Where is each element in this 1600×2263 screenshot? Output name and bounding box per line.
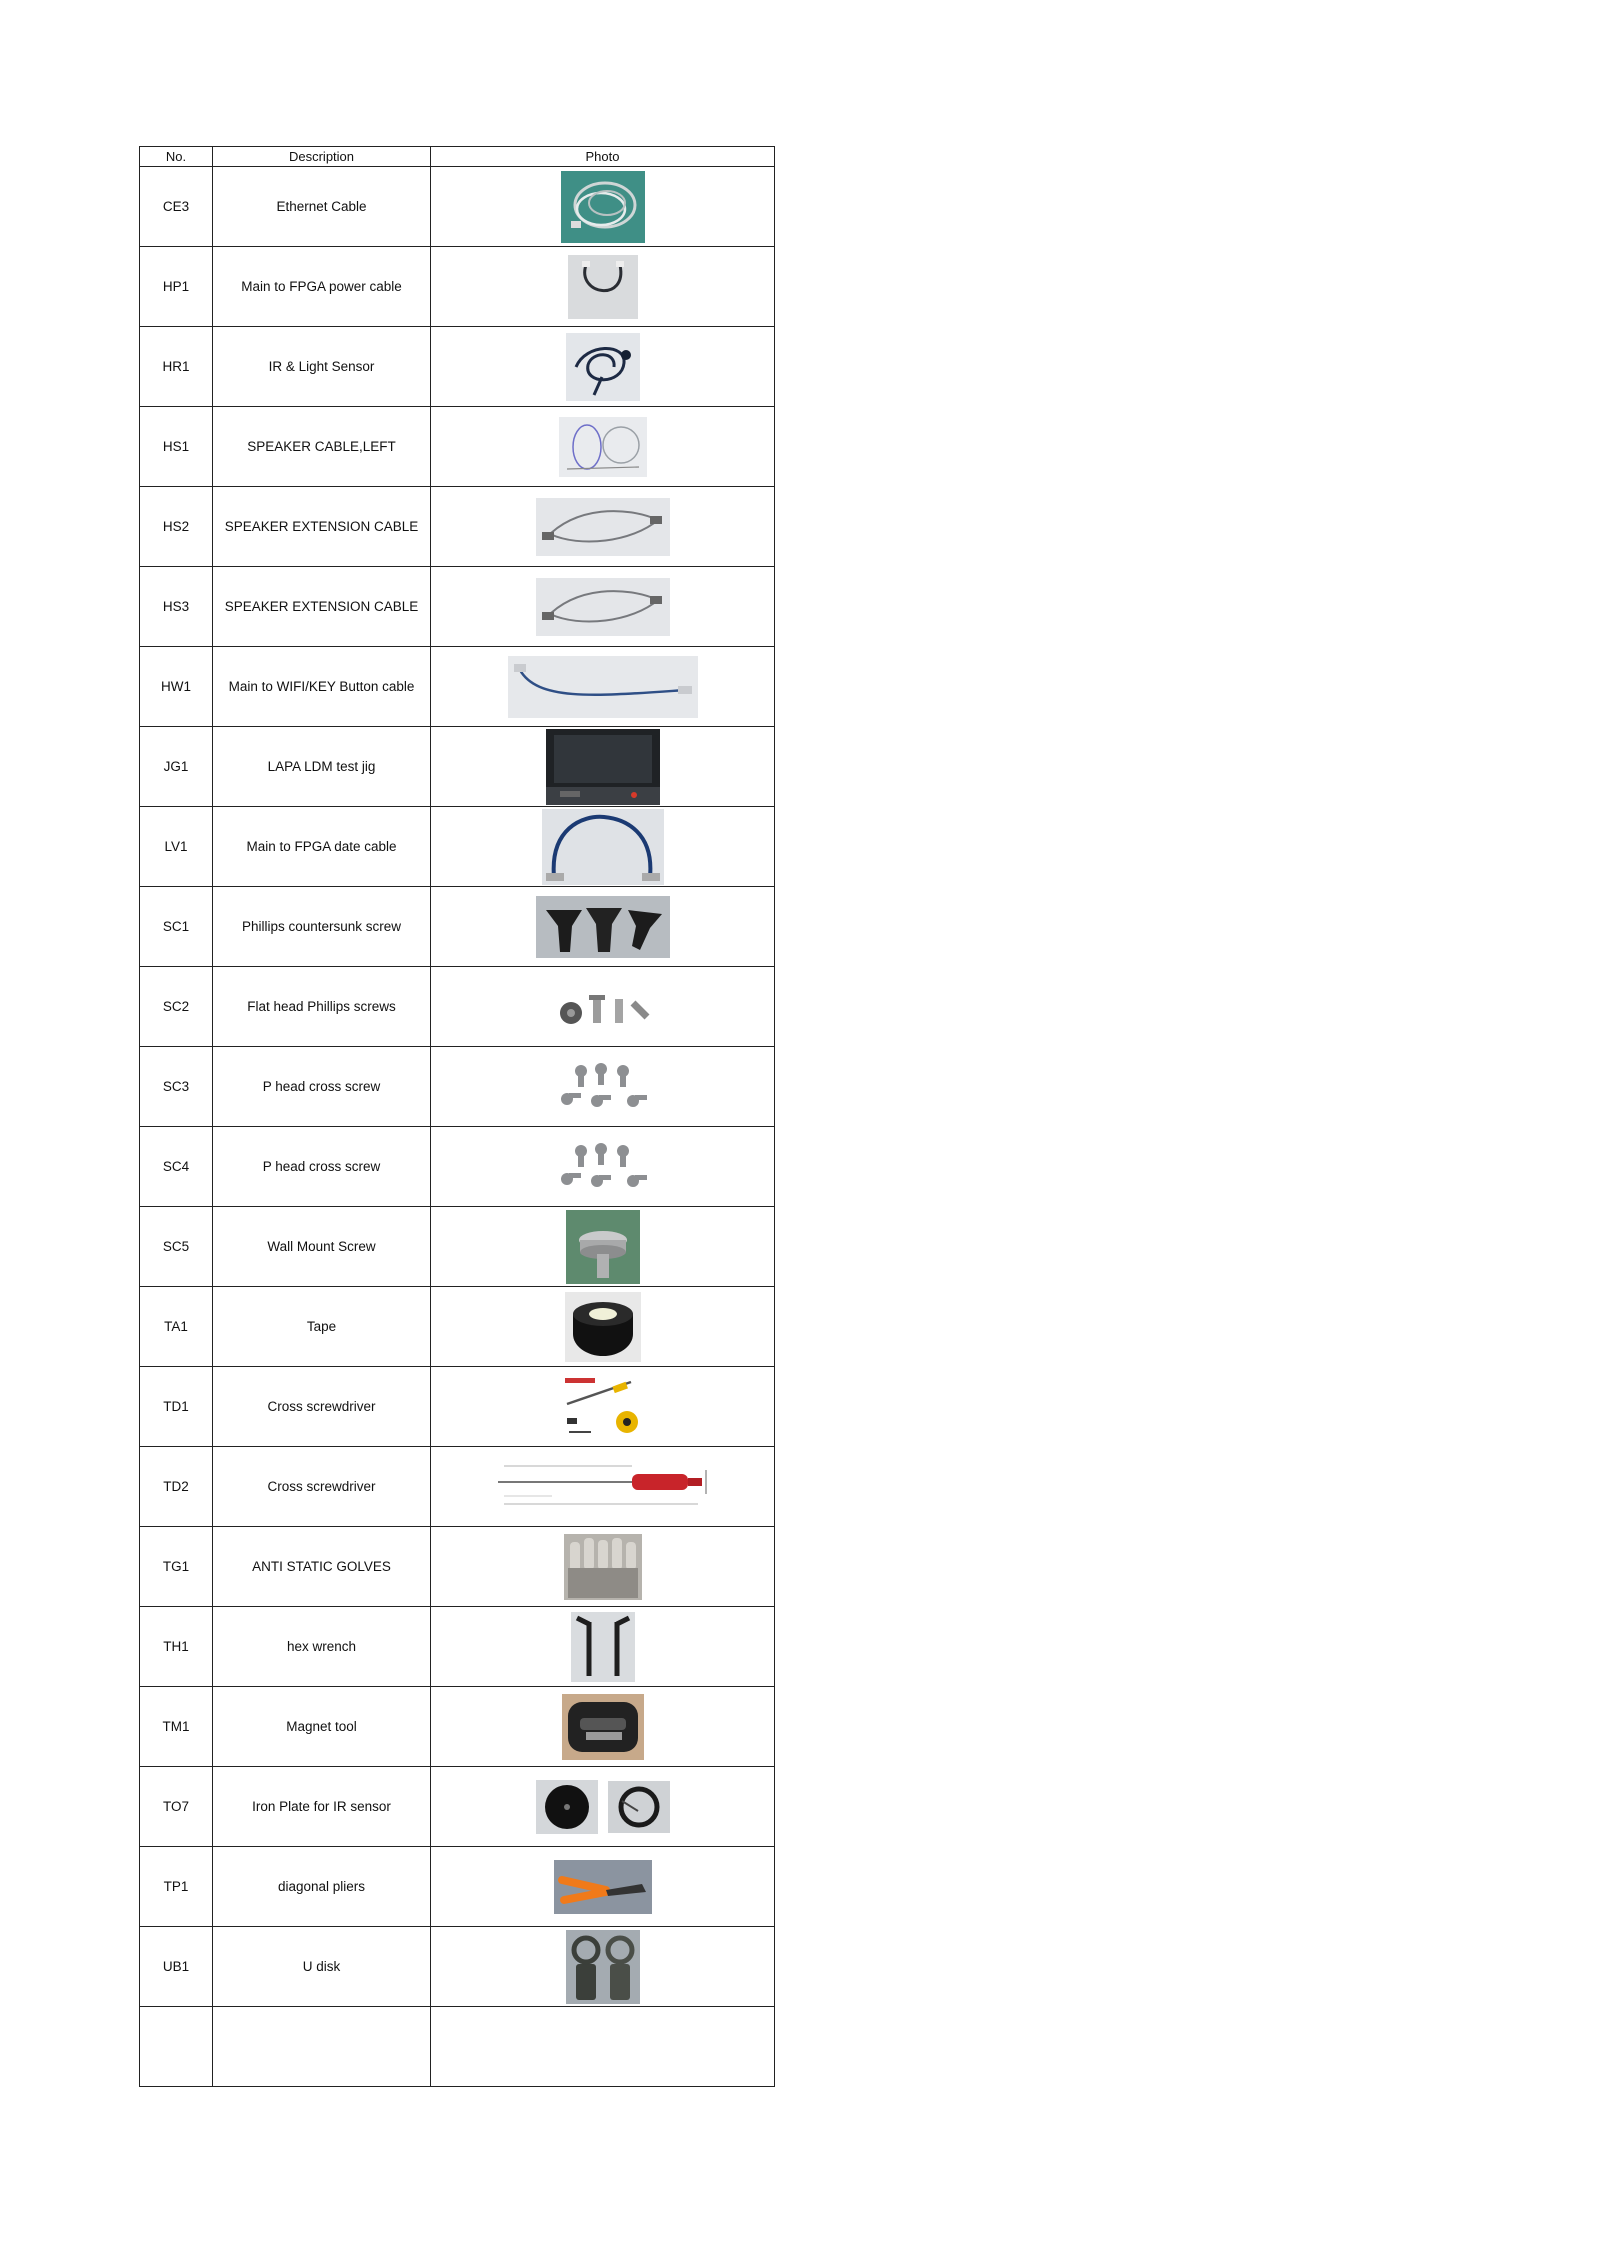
cell-photo [431, 327, 775, 407]
cell-description: P head cross screw [213, 1047, 431, 1127]
photo-container [431, 407, 774, 486]
table-row [140, 967, 775, 1047]
cell-description: Wall Mount Screw [213, 1207, 431, 1287]
cell-description: Cross screwdriver [213, 1367, 431, 1447]
hex-wrench-photo [571, 1612, 635, 1682]
cell-photo [431, 167, 775, 247]
cell-description: P head cross screw [213, 1127, 431, 1207]
table-body [140, 167, 775, 2087]
photo-container [431, 167, 774, 246]
photo-container [431, 1687, 774, 1766]
tape-photo [565, 1292, 641, 1362]
cell-description: Cross screwdriver [213, 1447, 431, 1527]
cell-no: HS1 [140, 407, 213, 487]
cell-no: UB1 [140, 1927, 213, 2007]
cell-photo [431, 1047, 775, 1127]
cell-no: LV1 [140, 807, 213, 887]
cell-no: TM1 [140, 1687, 213, 1767]
cell-photo [431, 407, 775, 487]
cell-no: SC4 [140, 1127, 213, 1207]
ethernet-cable-photo [561, 171, 645, 243]
table-row [140, 887, 775, 967]
table-row [140, 2007, 775, 2087]
cell-photo [431, 2007, 775, 2087]
cell-description: SPEAKER EXTENSION CABLE [213, 567, 431, 647]
screwdriver-set-photo [561, 1374, 645, 1440]
table-row [140, 247, 775, 327]
cell-description: SPEAKER CABLE,LEFT [213, 407, 431, 487]
cell-no [140, 2007, 213, 2087]
photo-container [431, 647, 774, 726]
cell-description: Magnet tool [213, 1687, 431, 1767]
header-description: Description [213, 147, 431, 167]
cell-no: TD2 [140, 1447, 213, 1527]
cell-photo [431, 487, 775, 567]
cell-photo [431, 727, 775, 807]
gloves-photo [564, 1534, 642, 1600]
cell-description: LAPA LDM test jig [213, 727, 431, 807]
ir-light-sensor-photo [566, 333, 640, 401]
photo-container [431, 247, 774, 326]
cell-photo [431, 1367, 775, 1447]
cell-no: HW1 [140, 647, 213, 727]
table-row [140, 1367, 775, 1447]
cell-description: Ethernet Cable [213, 167, 431, 247]
table-row [140, 1287, 775, 1367]
data-cable-photo [542, 809, 664, 885]
cell-description: ANTI STATIC GOLVES [213, 1527, 431, 1607]
photo-container [431, 1047, 774, 1126]
cell-photo [431, 1687, 775, 1767]
cell-description: Main to WIFI/KEY Button cable [213, 647, 431, 727]
header-row [140, 147, 775, 167]
photo-container [431, 1767, 774, 1846]
cell-description: Flat head Phillips screws [213, 967, 431, 1047]
photo-container [431, 967, 774, 1046]
magnet-tool-photo [562, 1694, 644, 1760]
test-jig-photo [546, 729, 660, 805]
photo-container [431, 1447, 774, 1526]
countersunk-screw-photo [536, 896, 670, 958]
cell-photo [431, 807, 775, 887]
diagonal-pliers-photo [554, 1860, 652, 1914]
cross-screw-photo [553, 1139, 653, 1195]
table-row [140, 1527, 775, 1607]
cell-photo [431, 1927, 775, 2007]
cell-photo [431, 247, 775, 327]
cell-no: HP1 [140, 247, 213, 327]
table-row [140, 407, 775, 487]
photo-container [431, 567, 774, 646]
speaker-cable-photo [559, 417, 647, 477]
photo-container [431, 807, 774, 886]
cell-description: Tape [213, 1287, 431, 1367]
cell-no: SC1 [140, 887, 213, 967]
cell-no: SC5 [140, 1207, 213, 1287]
cell-no: JG1 [140, 727, 213, 807]
cell-photo [431, 1127, 775, 1207]
cell-no: TP1 [140, 1847, 213, 1927]
photo-container [431, 1527, 774, 1606]
iron-ring-photo [608, 1781, 670, 1833]
photo-container [431, 1207, 774, 1286]
speaker-extension-cable-photo [536, 578, 670, 636]
photo-container [431, 327, 774, 406]
cell-photo [431, 1527, 775, 1607]
photo-container [431, 2007, 774, 2086]
power-cable-photo [568, 255, 638, 319]
cell-photo [431, 1207, 775, 1287]
photo-container [431, 487, 774, 566]
cell-description: U disk [213, 1927, 431, 2007]
cell-description [213, 2007, 431, 2087]
cell-no: TG1 [140, 1527, 213, 1607]
cell-no: TH1 [140, 1607, 213, 1687]
cell-photo [431, 567, 775, 647]
cell-photo [431, 1847, 775, 1927]
table-row [140, 487, 775, 567]
table-row [140, 1127, 775, 1207]
cell-no: TD1 [140, 1367, 213, 1447]
table-row [140, 727, 775, 807]
table-row [140, 1607, 775, 1687]
cell-photo [431, 1767, 775, 1847]
photo-container [431, 887, 774, 966]
cell-no: TO7 [140, 1767, 213, 1847]
wall-mount-screw-photo [566, 1210, 640, 1284]
cross-screw-photo [553, 1059, 653, 1115]
table-row [140, 1047, 775, 1127]
cell-photo [431, 647, 775, 727]
cell-no: TA1 [140, 1287, 213, 1367]
table-row [140, 1767, 775, 1847]
cell-description: Main to FPGA date cable [213, 807, 431, 887]
photo-container [431, 1287, 774, 1366]
table-row [140, 167, 775, 247]
screwdriver-diagram-photo [492, 1456, 714, 1518]
cell-description: Phillips countersunk screw [213, 887, 431, 967]
iron-plate-photo [536, 1780, 598, 1834]
table-row [140, 1687, 775, 1767]
cell-no: SC2 [140, 967, 213, 1047]
flat-head-screw-photo [553, 985, 653, 1029]
photo-container [431, 1847, 774, 1926]
table-row [140, 1847, 775, 1927]
header-no: No. [140, 147, 213, 167]
photo-container [431, 1367, 774, 1446]
cell-photo [431, 887, 775, 967]
cell-photo [431, 1447, 775, 1527]
cell-photo [431, 967, 775, 1047]
cell-description: hex wrench [213, 1607, 431, 1687]
cell-photo [431, 1287, 775, 1367]
usb-disk-photo [566, 1930, 640, 2004]
cell-photo [431, 1607, 775, 1687]
cell-no: SC3 [140, 1047, 213, 1127]
table-row [140, 647, 775, 727]
cell-description: diagonal pliers [213, 1847, 431, 1927]
cell-description: IR & Light Sensor [213, 327, 431, 407]
wifi-key-cable-photo [508, 656, 698, 718]
table-row [140, 567, 775, 647]
table-row [140, 327, 775, 407]
cell-description: SPEAKER EXTENSION CABLE [213, 487, 431, 567]
cell-description: Iron Plate for IR sensor [213, 1767, 431, 1847]
cell-no: HS3 [140, 567, 213, 647]
table-row [140, 1447, 775, 1527]
header-photo: Photo [431, 147, 775, 167]
photo-container [431, 1927, 774, 2006]
table-row [140, 1207, 775, 1287]
cell-no: CE3 [140, 167, 213, 247]
table-row [140, 1927, 775, 2007]
speaker-extension-cable-photo [536, 498, 670, 556]
photo-container [431, 1607, 774, 1686]
photo-container [431, 1127, 774, 1206]
cell-no: HS2 [140, 487, 213, 567]
cell-description: Main to FPGA power cable [213, 247, 431, 327]
table-row [140, 807, 775, 887]
cell-no: HR1 [140, 327, 213, 407]
parts-table [139, 146, 775, 2087]
photo-container [431, 727, 774, 806]
